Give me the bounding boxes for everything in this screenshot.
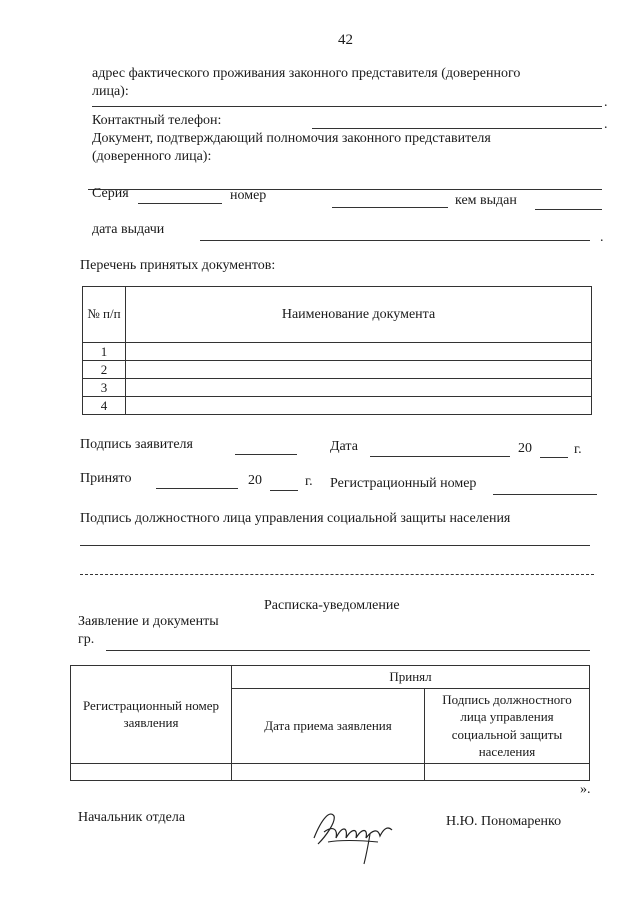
docs-row-num: 1 [83,343,126,361]
official-signature-field[interactable] [80,545,590,546]
accepted-year-suffix: г. [305,474,313,489]
cut-line [80,574,594,575]
receipt-col-signature: Подпись должностного лица управления социальной защиты населения [425,688,590,763]
accepted-year-prefix: 20 [248,473,262,488]
docs-row-num: 2 [83,361,126,379]
receipt-col-reg: Регистрационный номер заявления [71,666,232,764]
docs-table [82,286,592,415]
docs-col-num: № п/п [83,287,126,343]
docs-row-num: 3 [83,379,126,397]
reg-number-label: Регистрационный номер [330,476,477,491]
docs-row-name[interactable] [126,397,592,415]
accepted-year-field[interactable] [270,490,298,491]
number-label: номер [230,188,267,203]
docs-row-name[interactable] [126,379,592,397]
receipt-col-date: Дата приема заявления [232,688,425,763]
receipt-statement: Заявление и документы [78,614,219,629]
page-number: 42 [338,32,353,48]
receipt-table [70,665,590,781]
address-end: . [604,95,608,110]
issued-by-field[interactable] [535,209,602,210]
issue-date-label: дата выдачи [92,222,165,237]
phone-label: Контактный телефон: [92,113,222,128]
receipt-accepted-header: Принял [232,666,590,689]
series-label: Серия [92,186,129,201]
footer-position: Начальник отдела [78,810,186,825]
date-year-prefix: 20 [518,441,532,456]
docs-row-num: 4 [83,397,126,415]
applicant-signature-label: Подпись заявителя [80,437,193,452]
receipt-citizen-label: гр. [78,632,95,647]
docs-row-name[interactable] [126,361,592,379]
receipt-cell-signature[interactable] [425,763,590,780]
issued-by-label: кем выдан [455,193,517,208]
issue-date-field[interactable] [200,240,590,241]
receipt-cell-reg[interactable] [71,763,232,780]
docs-row-name[interactable] [126,343,592,361]
issue-date-end: . [600,230,604,245]
series-field[interactable] [138,203,222,204]
address-field[interactable] [92,106,602,107]
receipt-title: Расписка-уведомление [264,598,400,613]
receipt-citizen-field[interactable] [106,650,590,651]
signature-image [308,798,398,868]
reg-number-field[interactable] [493,494,597,495]
phone-field[interactable] [312,128,602,129]
address-label-line2: лица): [92,84,129,99]
date-field[interactable] [370,456,510,457]
receipt-closing: ». [580,782,591,797]
applicant-signature-field[interactable] [235,454,297,455]
docs-list-title: Перечень принятых документов: [80,258,276,273]
date-year-suffix: г. [574,442,582,457]
document-label-line1: Документ, подтверждающий полномочия законного представителя [92,131,491,146]
date-label: Дата [330,439,358,454]
date-year-field[interactable] [540,457,568,458]
accepted-date-field[interactable] [156,488,238,489]
receipt-cell-date[interactable] [232,763,425,780]
docs-col-name: Наименование документа [126,287,592,343]
phone-end: . [604,117,608,132]
document-field[interactable] [88,189,602,190]
address-label-line1: адрес фактического проживания законного представителя (доверенного [92,66,521,81]
document-label-line2: (доверенного лица): [92,149,212,164]
accepted-label: Принято [80,471,132,486]
official-signature-label: Подпись должностного лица управления социальной защиты населения [80,511,511,526]
footer-name: Н.Ю. Пономаренко [446,814,562,829]
number-field[interactable] [332,207,448,208]
